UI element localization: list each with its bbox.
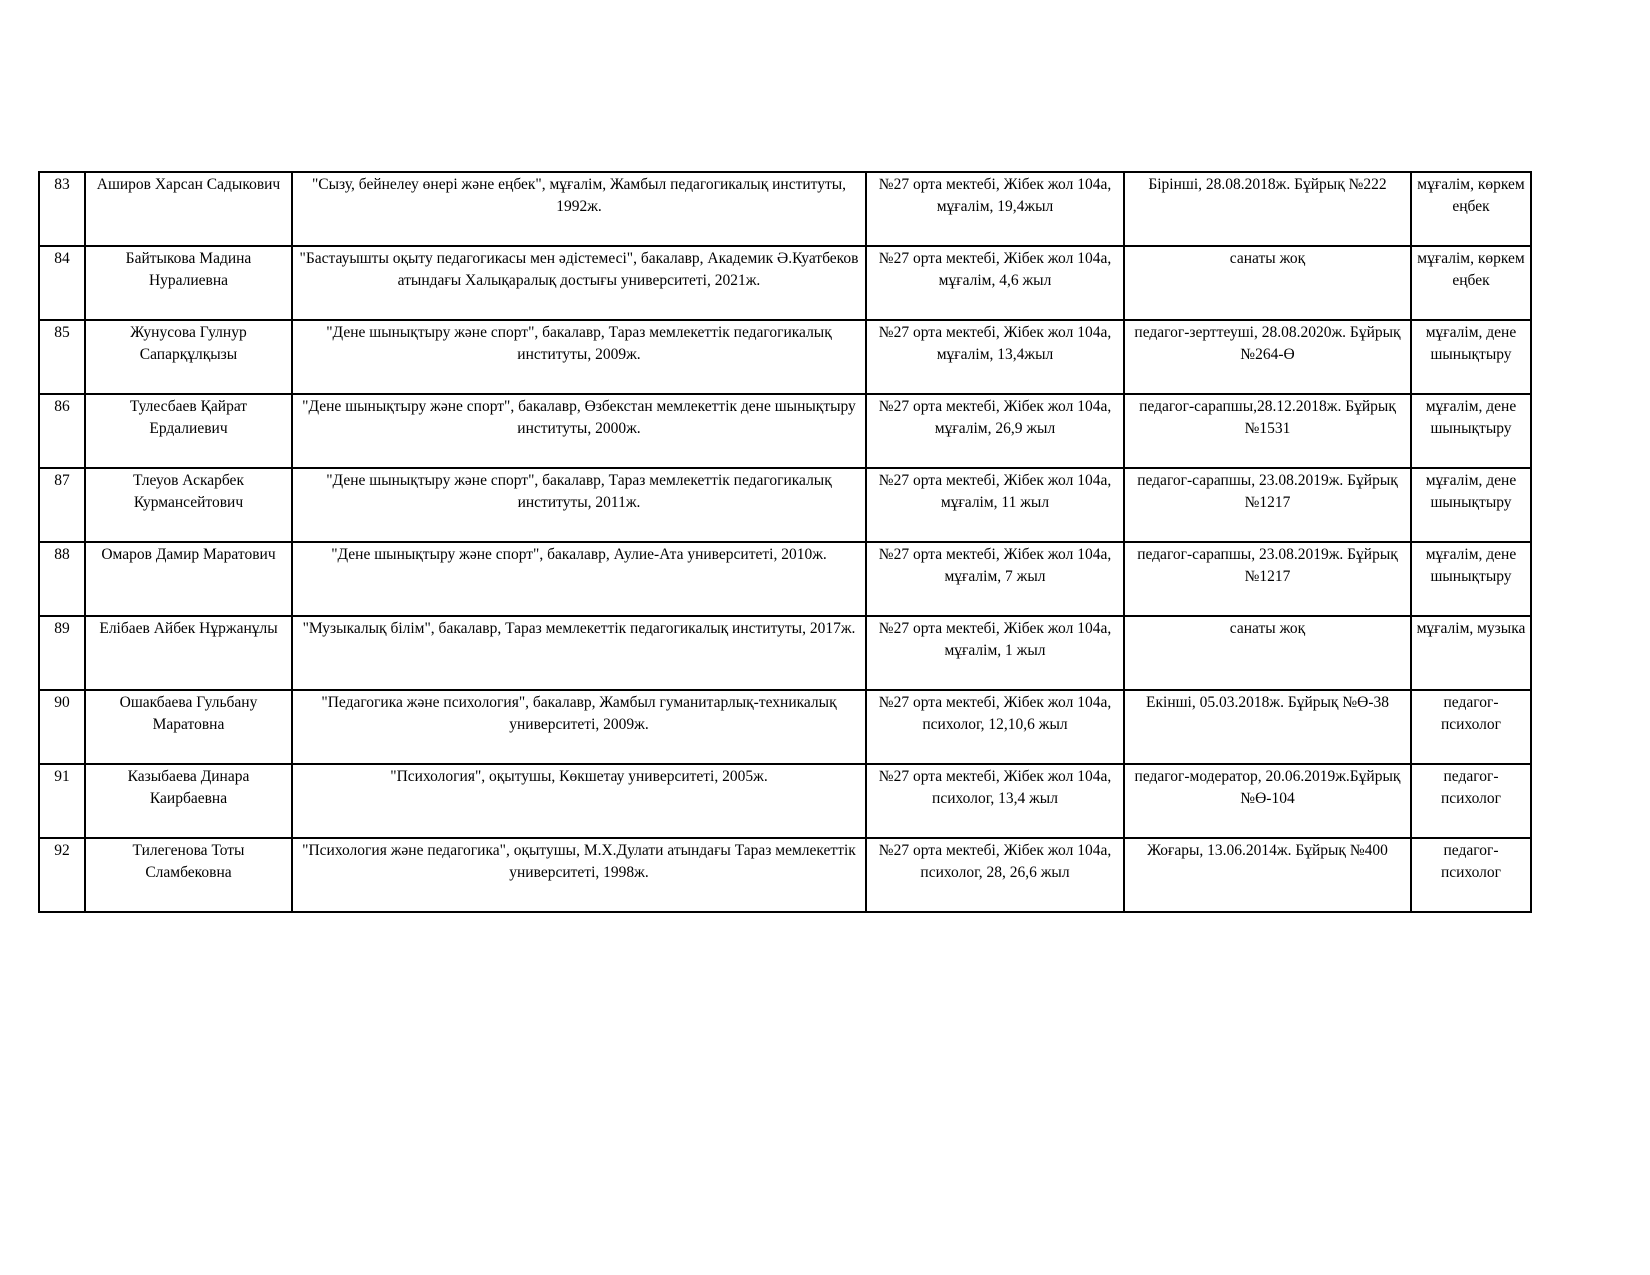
education: "Психология және педагогика", оқытушы, М.Х.Дулати атындағы Тараз мемлекеттік университеті, 1998ж. — [292, 838, 866, 912]
workplace: №27 орта мектебі, Жібек жол 104а, психолог, 13,4 жыл — [866, 764, 1124, 838]
teacher-name: Елібаев Айбек Нұржанұлы — [85, 616, 292, 690]
table-row — [39, 616, 1531, 690]
education: "Дене шынықтыру және спорт", бакалавр, Өзбекстан мемлекеттік дене шынықтыру институты, 2000ж. — [292, 394, 866, 468]
workplace: №27 орта мектебі, Жібек жол 104а, психолог, 12,10,6 жыл — [866, 690, 1124, 764]
row-number: 85 — [39, 320, 85, 394]
table-row — [39, 246, 1531, 320]
row-number: 87 — [39, 468, 85, 542]
teacher-name: Ошакбаева Гульбану Маратовна — [85, 690, 292, 764]
workplace: №27 орта мектебі, Жібек жол 104а, мұғалім, 19,4жыл — [866, 172, 1124, 246]
education: "Педагогика және психология", бакалавр, Жамбыл гуманитарлық-техникалық университеті, 2009ж. — [292, 690, 866, 764]
position: педагог-психолог — [1411, 764, 1531, 838]
teacher-name: Байтыкова Мадина Нуралиевна — [85, 246, 292, 320]
teacher-name: Тилегенова Тоты Сламбековна — [85, 838, 292, 912]
position: мұғалім, көркем еңбек — [1411, 172, 1531, 246]
category: Бірінші, 28.08.2018ж. Бұйрық №222 — [1124, 172, 1411, 246]
category: санаты жоқ — [1124, 246, 1411, 320]
row-number: 92 — [39, 838, 85, 912]
education: "Бастауышты оқыту педагогикасы мен әдістемесі", бакалавр, Академик Ә.Куатбеков атындағы Халықаралық достығы университеті, 2021ж. — [292, 246, 866, 320]
workplace: №27 орта мектебі, Жібек жол 104а, мұғалім, 11 жыл — [866, 468, 1124, 542]
category: педагог-сарапшы, 23.08.2019ж. Бұйрық №1217 — [1124, 468, 1411, 542]
category: педагог-сарапшы,28.12.2018ж. Бұйрық №1531 — [1124, 394, 1411, 468]
row-number: 83 — [39, 172, 85, 246]
category: педагог-сарапшы, 23.08.2019ж. Бұйрық №1217 — [1124, 542, 1411, 616]
education: "Дене шынықтыру және спорт", бакалавр, Тараз мемлекеттік педагогикалық институты, 2009ж. — [292, 320, 866, 394]
table-row — [39, 764, 1531, 838]
table-row — [39, 690, 1531, 764]
education: "Дене шынықтыру және спорт", бакалавр, Тараз мемлекеттік педагогикалық институты, 2011ж. — [292, 468, 866, 542]
workplace: №27 орта мектебі, Жібек жол 104а, мұғалім, 4,6 жыл — [866, 246, 1124, 320]
teacher-name: Жунусова Гулнур Сапарқұлқызы — [85, 320, 292, 394]
category: Екінші, 05.03.2018ж. Бұйрық №Ө-38 — [1124, 690, 1411, 764]
teacher-name: Аширов Харсан Садыкович — [85, 172, 292, 246]
row-number: 86 — [39, 394, 85, 468]
row-number: 89 — [39, 616, 85, 690]
table-row — [39, 838, 1531, 912]
category: Жоғары, 13.06.2014ж. Бұйрық №400 — [1124, 838, 1411, 912]
position: педагог-психолог — [1411, 838, 1531, 912]
position: мұғалім, дене шынықтыру — [1411, 542, 1531, 616]
position: мұғалім, дене шынықтыру — [1411, 468, 1531, 542]
category: педагог-зерттеуші, 28.08.2020ж. Бұйрық №264-Ө — [1124, 320, 1411, 394]
table-row — [39, 320, 1531, 394]
position: мұғалім, дене шынықтыру — [1411, 394, 1531, 468]
teacher-name: Омаров Дамир Маратович — [85, 542, 292, 616]
workplace: №27 орта мектебі, Жібек жол 104а, мұғалім, 1 жыл — [866, 616, 1124, 690]
table-row — [39, 468, 1531, 542]
education: "Дене шынықтыру және спорт", бакалавр, Аулие-Ата университеті, 2010ж. — [292, 542, 866, 616]
workplace: №27 орта мектебі, Жібек жол 104а, мұғалім, 7 жыл — [866, 542, 1124, 616]
education: "Психология", оқытушы, Көкшетау университеті, 2005ж. — [292, 764, 866, 838]
position: педагог-психолог — [1411, 690, 1531, 764]
category: педагог-модератор, 20.06.2019ж.Бұйрық №Ө-104 — [1124, 764, 1411, 838]
position: мұғалім, дене шынықтыру — [1411, 320, 1531, 394]
workplace: №27 орта мектебі, Жібек жол 104а, мұғалім, 26,9 жыл — [866, 394, 1124, 468]
row-number: 88 — [39, 542, 85, 616]
education: "Сызу, бейнелеу өнері және еңбек", мұғалім, Жамбыл педагогикалық институты, 1992ж. — [292, 172, 866, 246]
row-number: 90 — [39, 690, 85, 764]
workplace: №27 орта мектебі, Жібек жол 104а, мұғалім, 13,4жыл — [866, 320, 1124, 394]
category: санаты жоқ — [1124, 616, 1411, 690]
education: "Музыкалық білім", бакалавр, Тараз мемлекеттік педагогикалық институты, 2017ж. — [292, 616, 866, 690]
teacher-name: Тулесбаев Қайрат Ердалиевич — [85, 394, 292, 468]
table-row — [39, 542, 1531, 616]
teacher-name: Казыбаева Динара Каирбаевна — [85, 764, 292, 838]
row-number: 91 — [39, 764, 85, 838]
position: мұғалім, музыка — [1411, 616, 1531, 690]
table-row — [39, 394, 1531, 468]
position: мұғалім, көркем еңбек — [1411, 246, 1531, 320]
workplace: №27 орта мектебі, Жібек жол 104а, психолог, 28, 26,6 жыл — [866, 838, 1124, 912]
row-number: 84 — [39, 246, 85, 320]
staff-table — [38, 171, 1532, 913]
table-row — [39, 172, 1531, 246]
teacher-name: Тлеуов Аскарбек Курмансейтович — [85, 468, 292, 542]
